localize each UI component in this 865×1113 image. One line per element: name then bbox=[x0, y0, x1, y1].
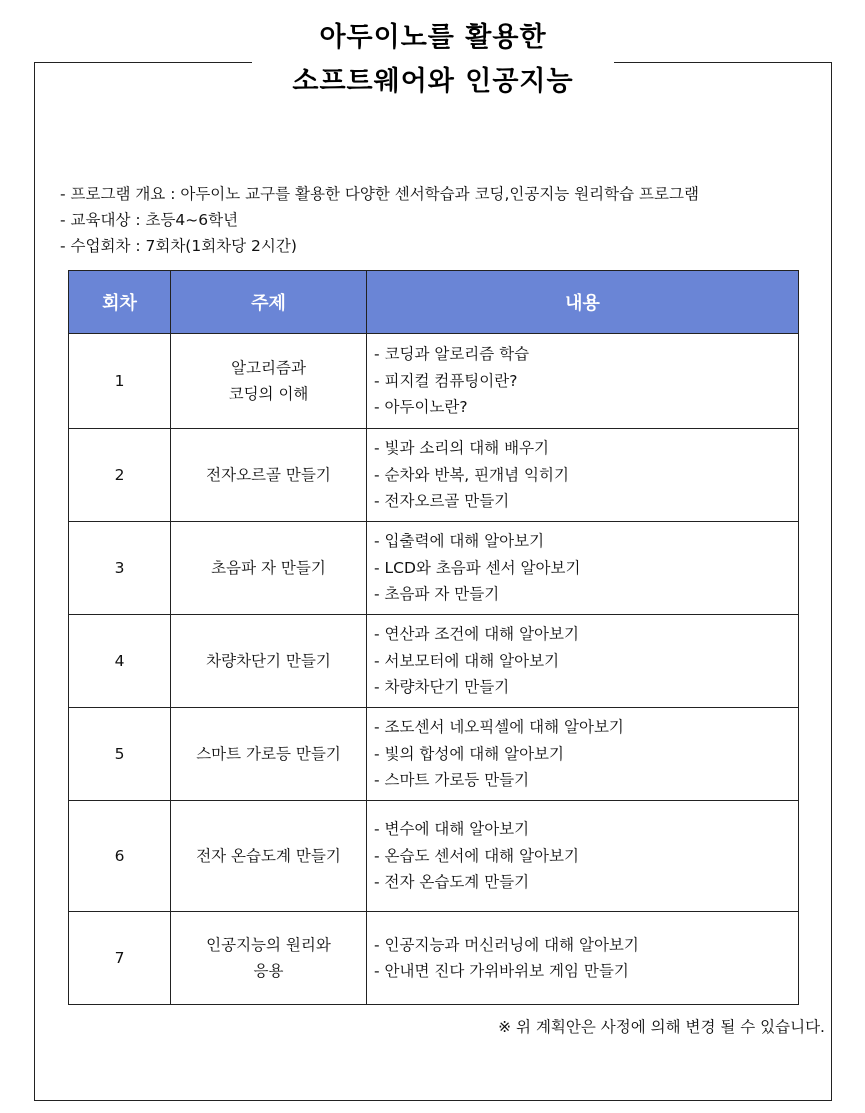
table-header-row bbox=[69, 271, 799, 334]
header-session: 회차 bbox=[69, 271, 171, 334]
topic-line: 코딩의 이해 bbox=[228, 385, 309, 403]
session-content bbox=[367, 615, 799, 708]
table-row bbox=[69, 801, 799, 912]
table-row bbox=[69, 708, 799, 801]
content-item: - 서보모터에 대해 알아보기 bbox=[374, 651, 560, 670]
content-item: - 빛과 소리의 대해 배우기 bbox=[374, 439, 550, 458]
topic-line: 전자오르골 만들기 bbox=[206, 466, 331, 484]
header-topic: 주제 bbox=[171, 271, 367, 334]
topic-line: 스마트 가로등 만들기 bbox=[196, 745, 341, 763]
session-topic bbox=[171, 615, 367, 708]
content-item: - 조도센서 네오픽셀에 대해 알아보기 bbox=[374, 718, 624, 737]
session-number: 7 bbox=[69, 912, 171, 1005]
change-notice: ※ 위 계획안은 사정에 의해 변경 될 수 있습니다. bbox=[498, 1018, 825, 1036]
topic-line: 인공지능의 원리와 bbox=[206, 936, 331, 954]
overview-item: - 프로그램 개요 : 아두이노 교구를 활용한 다양한 센서학습과 코딩,인공지능 원리학습 프로그램 bbox=[60, 185, 699, 203]
session-content bbox=[367, 708, 799, 801]
table-row bbox=[69, 334, 799, 429]
content-item: - LCD와 초음파 센서 알아보기 bbox=[374, 558, 581, 577]
session-content bbox=[367, 912, 799, 1005]
table-row bbox=[69, 615, 799, 708]
session-number: 4 bbox=[69, 615, 171, 708]
topic-line: 전자 온습도계 만들기 bbox=[196, 847, 341, 865]
session-content bbox=[367, 522, 799, 615]
content-item: - 코딩과 알로리즘 학습 bbox=[374, 345, 530, 364]
content-item: - 전자 온습도계 만들기 bbox=[374, 873, 530, 892]
title-line-2: 소프트웨어와 인공지능 bbox=[292, 66, 574, 97]
content-item: - 아두이노란? bbox=[374, 398, 468, 417]
topic-line: 응용 bbox=[253, 962, 284, 980]
session-number: 1 bbox=[69, 334, 171, 429]
content-item: - 초음파 자 만들기 bbox=[374, 585, 500, 604]
session-topic bbox=[171, 801, 367, 912]
session-content bbox=[367, 334, 799, 429]
content-item: - 스마트 가로등 만들기 bbox=[374, 771, 530, 790]
session-topic bbox=[171, 429, 367, 522]
topic-line: 알고리즘과 bbox=[231, 359, 306, 377]
table-row bbox=[69, 522, 799, 615]
content-item: - 입출력에 대해 알아보기 bbox=[374, 532, 545, 551]
title-line-1: 아두이노를 활용한 bbox=[319, 22, 547, 53]
content-item: - 변수에 대해 알아보기 bbox=[374, 820, 530, 839]
topic-line: 초음파 자 만들기 bbox=[211, 559, 326, 577]
session-content bbox=[367, 429, 799, 522]
content-item: - 순차와 반복, 핀개념 익히기 bbox=[374, 465, 569, 484]
topic-line: 차량차단기 만들기 bbox=[206, 652, 331, 670]
content-item: - 안내면 진다 가위바위보 게임 만들기 bbox=[374, 962, 629, 980]
document-title bbox=[252, 16, 614, 106]
header-content: 내용 bbox=[367, 271, 799, 334]
session-number: 2 bbox=[69, 429, 171, 522]
content-item: - 차량차단기 만들기 bbox=[374, 678, 510, 697]
session-topic bbox=[171, 522, 367, 615]
session-number: 6 bbox=[69, 801, 171, 912]
session-topic bbox=[171, 708, 367, 801]
overview-item: - 교육대상 : 초등4~6학년 bbox=[60, 211, 239, 229]
content-item: - 온습도 센서에 대해 알아보기 bbox=[374, 846, 579, 865]
program-overview bbox=[60, 181, 850, 259]
content-item: - 피지컬 컴퓨팅이란? bbox=[374, 371, 518, 390]
content-item: - 인공지능과 머신러닝에 대해 알아보기 bbox=[374, 935, 639, 954]
session-topic bbox=[171, 912, 367, 1005]
session-number: 3 bbox=[69, 522, 171, 615]
content-item: - 전자오르골 만들기 bbox=[374, 492, 510, 511]
table-row bbox=[69, 912, 799, 1005]
session-content bbox=[367, 801, 799, 912]
content-item: - 빛의 합성에 대해 알아보기 bbox=[374, 744, 565, 763]
schedule-table bbox=[68, 270, 799, 1005]
table-row bbox=[69, 429, 799, 522]
content-item: - 연산과 조건에 대해 알아보기 bbox=[374, 625, 579, 644]
overview-item: - 수업회차 : 7회차(1회차당 2시간) bbox=[60, 237, 297, 255]
session-number: 5 bbox=[69, 708, 171, 801]
session-topic bbox=[171, 334, 367, 429]
